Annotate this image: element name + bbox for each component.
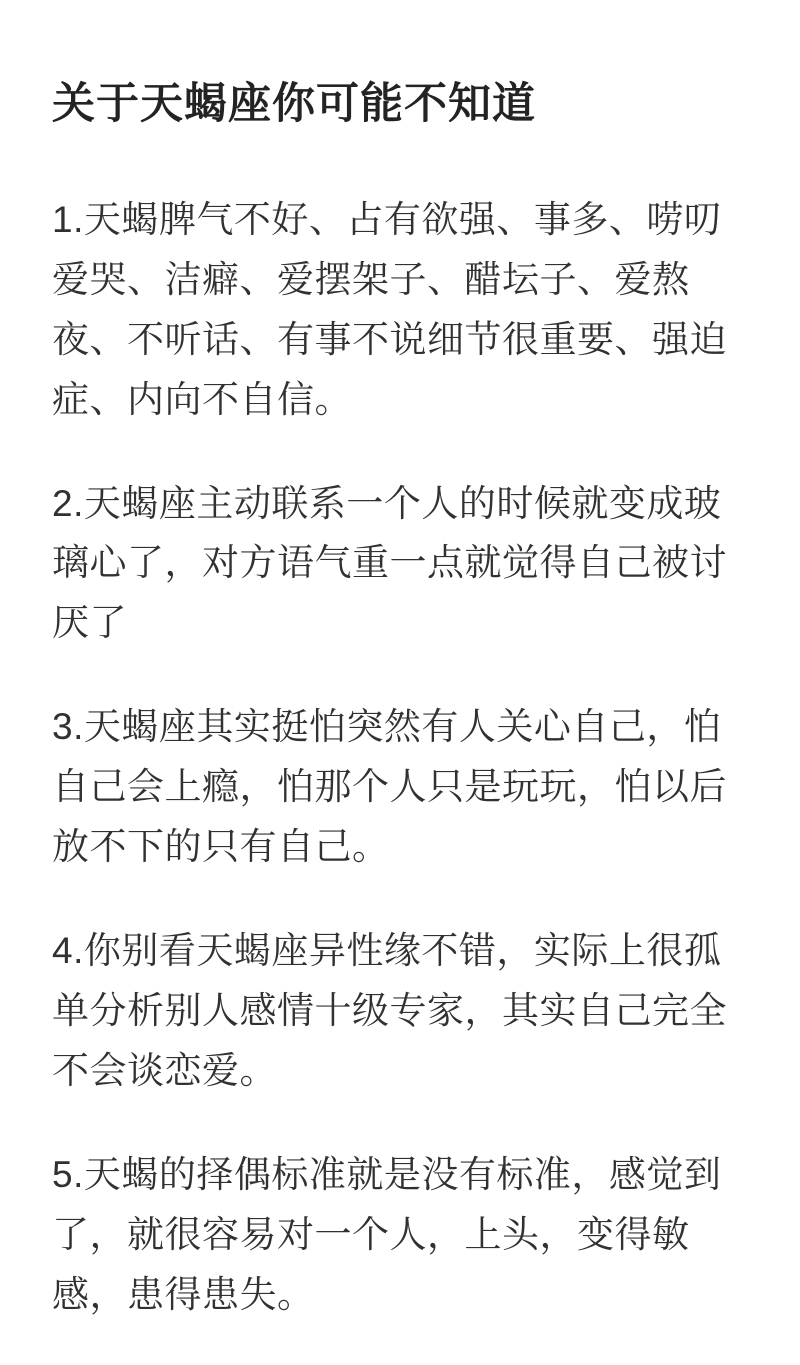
article-paragraph-4: 4.你别看天蝎座异性缘不错，实际上很孤单分析别人感情十级专家，其实自己完全不会谈恋爱。 <box>52 930 727 1091</box>
article-paragraph-3: 3.天蝎座其实挺怕突然有人关心自己，怕自己会上瘾，怕那个人只是玩玩，怕以后放不下的只有自己。 <box>52 706 727 868</box>
article-paragraph-5: 5.天蝎的择偶标准就是没有标准，感觉到了，就很容易对一个人，上头，变得敏感，患得患失。 <box>52 1153 722 1315</box>
page-title: 关于天蝎座你可能不知道 <box>52 80 536 128</box>
article-paragraph-2: 2.天蝎座主动联系一个人的时候就变成玻璃心了，对方语气重一点就觉得自己被讨厌了 <box>52 482 727 644</box>
article-paragraph-1: 1.天蝎脾气不好、占有欲强、事多、唠叨 爱哭、洁癖、爱摆架子、醋坛子、爱熬夜、不听话、有事不说细节很重要、强迫症、内向不自信。 <box>52 198 727 420</box>
